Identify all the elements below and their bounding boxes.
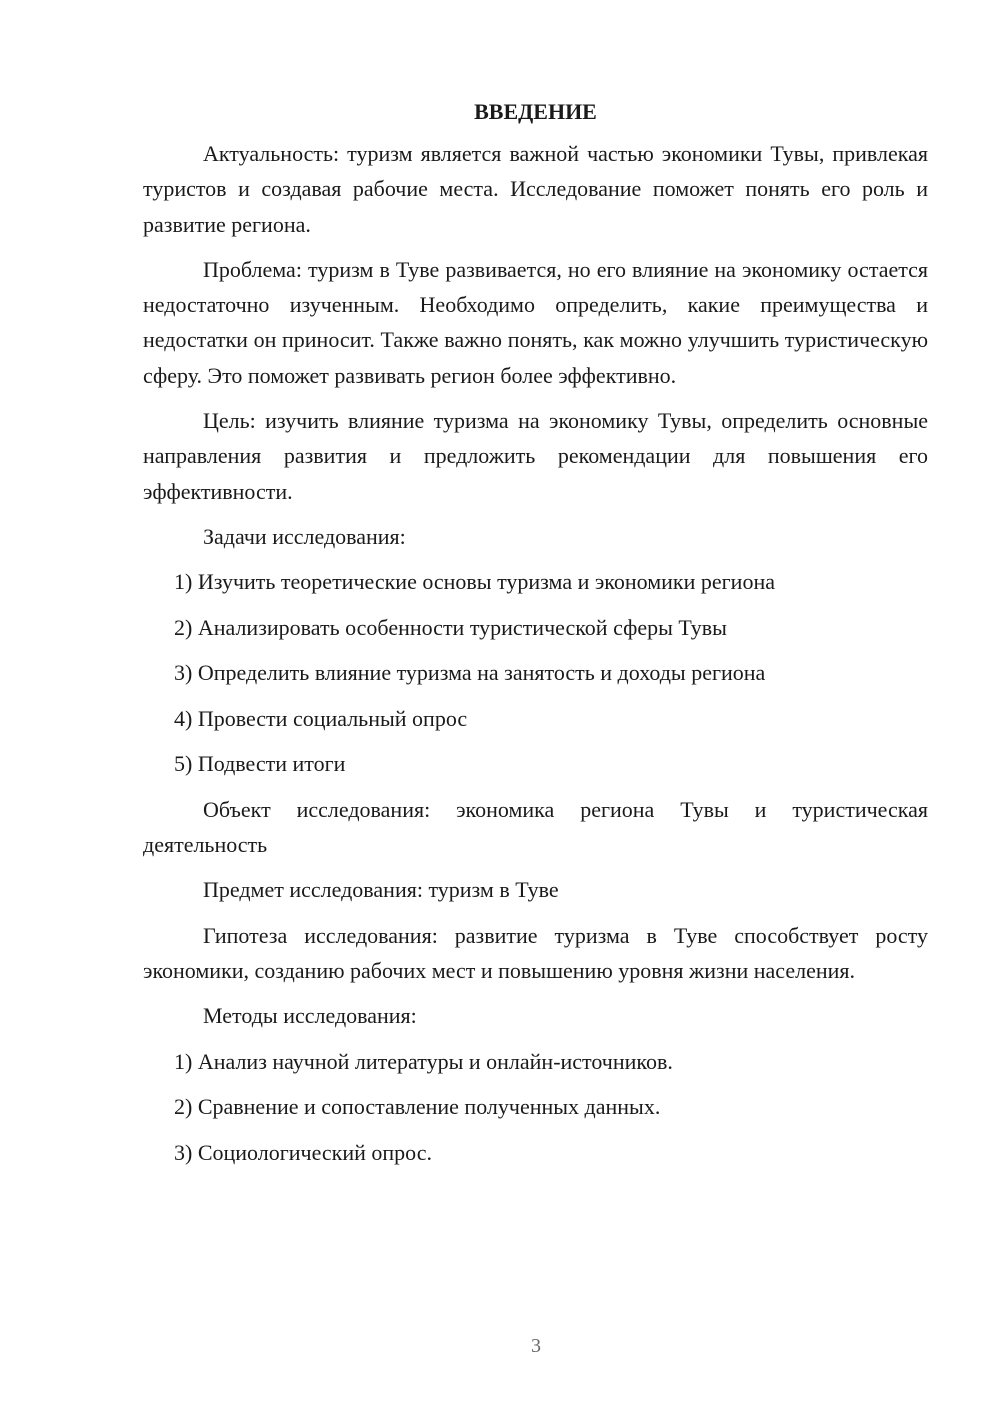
subject-paragraph: Предмет исследования: туризм в Туве: [203, 877, 559, 903]
list-item: 1) Изучить теоретические основы туризма и экономики региона: [174, 569, 775, 595]
list-item: 3) Социологический опрос.: [174, 1139, 432, 1165]
list-item: 4) Провести социальный опрос: [174, 705, 468, 731]
document-body: [143, 96, 928, 1180]
page-number: 3: [531, 1335, 541, 1357]
list-item: 2) Сравнение и сопоставление полученных данных.: [174, 1094, 661, 1120]
tasks-list: [143, 564, 928, 781]
methods-heading: Методы исследования:: [203, 1003, 417, 1029]
actuality-paragraph: Актуальность: туризм является важной частью экономики Тувы, привлекая туристов и создавая рабочие места. Исследование поможет понять его роль и развитие региона.: [143, 141, 928, 237]
problem-paragraph: Проблема: туризм в Туве развивается, но его влияние на экономику остается недостаточно изученным. Необходимо определить, какие преимущества и недостатки он приносит. Также важно понять, как можно улучшить туристическую сферу. Это поможет развивать регион более эффективно.: [143, 256, 928, 388]
methods-list: [143, 1044, 928, 1170]
section-title: ВВЕДЕНИЕ: [474, 99, 597, 124]
list-item: 5) Подвести итоги: [174, 751, 346, 777]
list-item: 1) Анализ научной литературы и онлайн-источников.: [174, 1048, 673, 1074]
object-paragraph: Объект исследования: экономика региона Тувы и туристическая деятельность: [143, 796, 928, 858]
goal-paragraph: Цель: изучить влияние туризма на экономику Тувы, определить основные направления развития и предложить рекомендации для повышения его эффективности.: [143, 408, 928, 504]
list-item: 2) Анализировать особенности туристической сферы Тувы: [174, 614, 727, 640]
hypothesis-paragraph: Гипотеза исследования: развитие туризма в Туве способствует росту экономики, созданию рабочих мест и повышению уровня жизни населения.: [143, 922, 928, 983]
list-item: 3) Определить влияние туризма на занятость и доходы региона: [174, 660, 766, 686]
tasks-heading: Задачи исследования:: [203, 523, 406, 549]
